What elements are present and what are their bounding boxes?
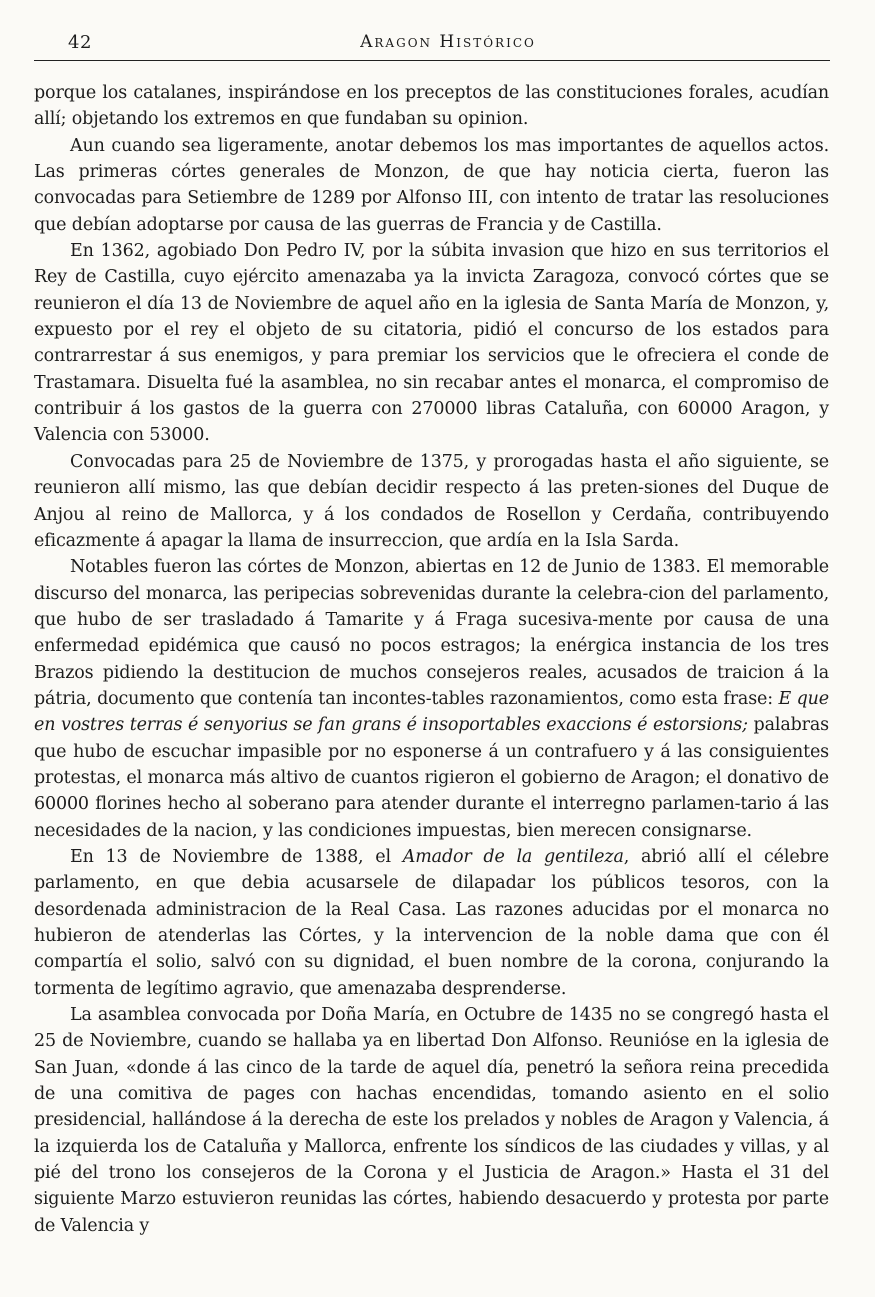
text-run: Convocadas para 25 de Noviembre de 1375, y prorogadas hasta el año siguiente, se reunieron allí mismo, las que debían decidir respecto á las preten-siones del Duque de Anjou al reino de Mallorca, y á los condados de Rosellon y Cerdaña, contribuyendo eficazmente á apagar la llama de insurreccion, que ardía en la Isla Sarda. [34, 451, 829, 551]
text-run: palabras que hubo de escuchar impasible por no esponerse á un contrafuero y á las consiguientes protestas, el monarca más altivo de cuantos rigieron el gobierno de Aragon; el donativo de 60000 florines hecho al soberano para atender durante el interregno parlamen-tario á las necesidades de la nacion, y las condiciones impuestas, bien merecen consignarse. [34, 715, 829, 841]
text-run: Notables fueron las córtes de Monzon, abiertas en 12 de Junio de 1383. El memorable discurso del monarca, las peripecias sobrevenidas durante la celebra-cion del parlamento, que hubo de ser trasladado á Tamarite y á Fraga sucesiva-mente por causa de una enfermedad epidémica que causó no pocos estragos; la enérgica instancia de los tres Brazos pidiendo la destitucion de muchos consejeros reales, acusados de traicion á la pátria, documento que contenía tan incontes-tables razonamientos, como esta frase: [34, 557, 829, 709]
paragraph [34, 238, 829, 449]
text-run: porque los catalanes, inspirándose en los preceptos de las constituciones forales, acudían allí; objetando los extremos en que fundaban su opinion. [34, 83, 829, 130]
italic-quote: E que en vostres terras é senyorius se fan grans é insoportables exaccions é estorsions; [34, 688, 829, 736]
running-head [68, 26, 828, 60]
running-title: Aragon Histórico [360, 32, 536, 52]
paragraph [34, 449, 829, 554]
text-run: En 1362, agobiado Don Pedro IV, por la súbita invasion que hizo en sus territorios el Rey de Castilla, cuyo ejército amenazaba ya la invicta Zaragoza, convocó córtes que se reunieron el día 13 de Noviembre de aquel año en la iglesia de Santa María de Monzon, y, expuesto por el rey el objeto de su citatoria, pidió el concurso de los estados para contrarrestar á sus enemigos, y para premiar los servicios que le ofreciera el conde de Trastamara. Disuelta fué la asamblea, no sin recabar antes el monarca, el compromiso de contribuir á los gastos de la guerra con 270000 libras Cataluña, con 60000 Aragon, y Valencia con 53000. [34, 241, 829, 446]
text-run: Aun cuando sea ligeramente, anotar debemos los mas importantes de aquellos actos. Las primeras córtes generales de Monzon, de que hay noticia cierta, fueron las convocadas para Setiembre de 1289 por Alfonso III, con intento de tratar las resoluciones que debían adoptarse por causa de las guerras de Francia y de Castilla. [34, 135, 829, 235]
body-text [34, 80, 829, 1239]
text-run: En 13 de Noviembre de 1388, el [70, 846, 403, 867]
paragraph [34, 80, 829, 133]
paragraph [34, 1002, 829, 1239]
header-rule [34, 60, 830, 61]
page-number: 42 [68, 32, 92, 53]
paragraph [34, 554, 829, 844]
paragraph [34, 133, 829, 238]
text-run: , abrió allí el célebre parlamento, en que debia acusarsele de dilapadar los públicos tesoros, con la desordenada administracion de la Real Casa. Las razones aducidas por el monarca no hubieron de atenderlas las Córtes, y la intervencion de la noble dama que con él compartía el solio, salvó con su dignidad, el buen nombre de la corona, conjurando la tormenta de legítimo agravio, que amenazaba desprenderse. [34, 846, 830, 999]
italic-quote: Amador de la gentileza [402, 846, 624, 867]
paragraph [34, 844, 829, 1002]
text-run: La asamblea convocada por Doña María, en Octubre de 1435 no se congregó hasta el 25 de Noviembre, cuando se hallaba ya en libertad Don Alfonso. Reunióse en la iglesia de San Juan, «donde á las cinco de la tarde de aquel día, penetró la señora reina precedida de una comitiva de pages con hachas encendidas, tomando asiento en el solio presidencial, hallándose á la derecha de este los prelados y nobles de Aragon y Valencia, á la izquierda los de Cataluña y Mallorca, enfrente los síndicos de las ciudades y villas, y al pié del trono los consejeros de la Corona y el Justicia de Aragon.» Hasta el 31 del siguiente Marzo estuvieron reunidas las córtes, habiendo desacuerdo y protesta por parte de Valencia y [34, 1005, 829, 1236]
